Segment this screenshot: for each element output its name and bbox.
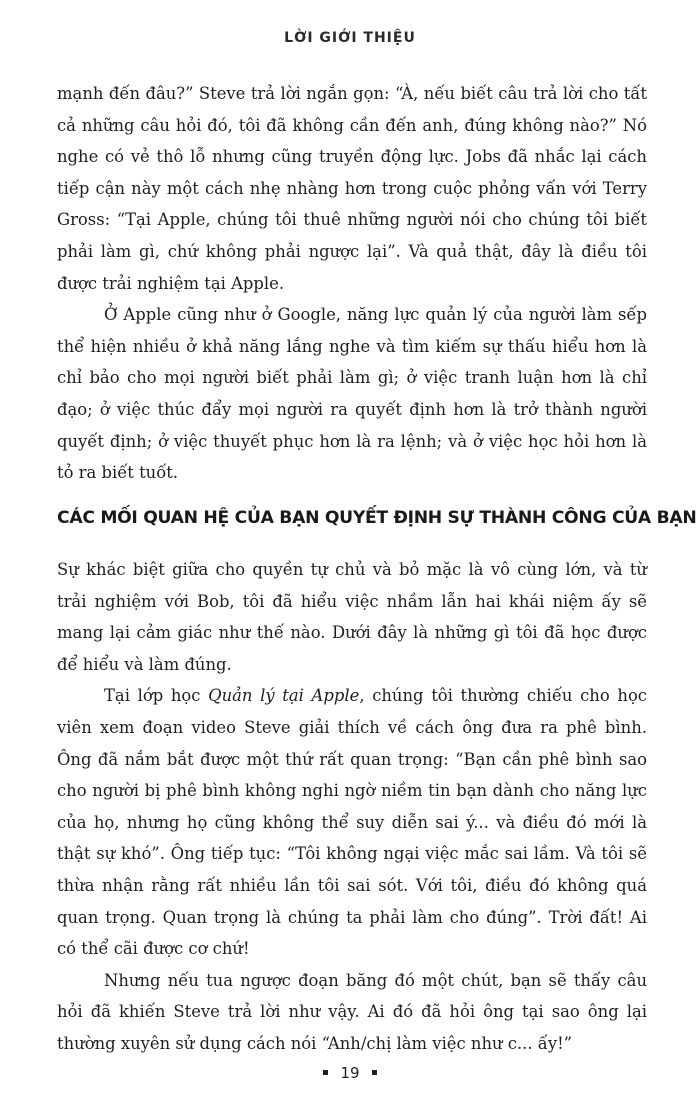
page-number: 19	[340, 1063, 360, 1082]
paragraph-rewind: Nhưng nếu tua ngược đoạn băng đó một chút, bạn sẽ thấy câu hỏi đã khiến Steve trả lời như vậy. Ai đó đã hỏi ông tại sao ông lại thường xuyên sử dụng cách nói “Anh/chị làm việc như c... ấy!”	[57, 970, 647, 1053]
text-block-intro	[57, 78, 647, 489]
running-header: LỜI GIỚI THIỆU	[284, 30, 416, 46]
paragraph-apple-google: Ở Apple cũng như ở Google, năng lực quản lý của người làm sếp thể hiện nhiều ở khả năng lắng nghe và tìm kiếm sự thấu hiểu hơn là chỉ bảo cho mọi người biết phải làm gì; ở việc tranh luận hơn là chỉ đạo; ở việc thúc đẩy mọi người ra quyết định hơn là trở thành người quyết định; ở việc thuyết phục hơn là ra lệnh; và ở việc học hỏi hơn là tỏ ra biết tuốt.	[57, 305, 647, 483]
paragraph-autonomy: Sự khác biệt giữa cho quyền tự chủ và bỏ mặc là vô cùng lớn, và từ trải nghiệm với Bob, tôi đã hiểu việc nhầm lẫn hai khái niệm ấy sẽ mang lại cảm giác như thế nào. Dưới đây là những gì tôi đã học được để hiểu và làm đúng.	[57, 560, 647, 674]
bullet-square-right	[372, 1070, 377, 1075]
paragraph-class-video-body: , chúng tôi thường chiếu cho học viên xem đoạn video Steve giải thích về cách ông đưa ra phê bình. Ông đã nắm bắt được một thứ rất quan trọng: “Bạn cần phê bình sao cho người bị phê bình không nghi ngờ niềm tin bạn dành cho năng lực của họ, nhưng họ cũng không thể suy diễn sai ý... và điều đó mới là thật sự khó”. Ông tiếp tục: “Tôi không ngại việc mắc sai lầm. Và tôi sẽ thừa nhận rằng rất nhiều lần tôi sai sót. Với tôi, điều đó không quá quan trọng. Quan trọng là chúng ta phải làm cho đúng”. Trời đất! Ai có thể cãi được cơ chứ!	[57, 686, 647, 959]
page-footer	[0, 1063, 700, 1082]
section-heading: CÁC MỐI QUAN HỆ CỦA BẠN QUYẾT ĐỊNH SỰ THÀNH CÔNG CỦA BẠN	[57, 508, 697, 528]
course-title: Quản lý tại Apple	[208, 686, 360, 706]
text-block-section	[57, 554, 647, 1060]
paragraph-continued: mạnh đến đâu?” Steve trả lời ngắn gọn: “À, nếu biết câu trả lời cho tất cả những câu hỏi đó, tôi đã không cần đến anh, đúng không nào?” Nó nghe có vẻ thô lỗ nhưng cũng truyền động lực. Jobs đã nhắc lại cách tiếp cận này một cách nhẹ nhàng hơn trong cuộc phỏng vấn với Terry Gross: “Tại Apple, chúng tôi thuê những người nói cho chúng tôi biết phải làm gì, chứ không phải ngược lại”. Và quả thật, đây là điều tôi được trải nghiệm tại Apple.	[57, 84, 647, 293]
bullet-square-left	[323, 1070, 328, 1075]
paragraph-class-video-lead: Tại lớp học	[104, 686, 209, 706]
paragraph-class-video	[57, 680, 647, 964]
